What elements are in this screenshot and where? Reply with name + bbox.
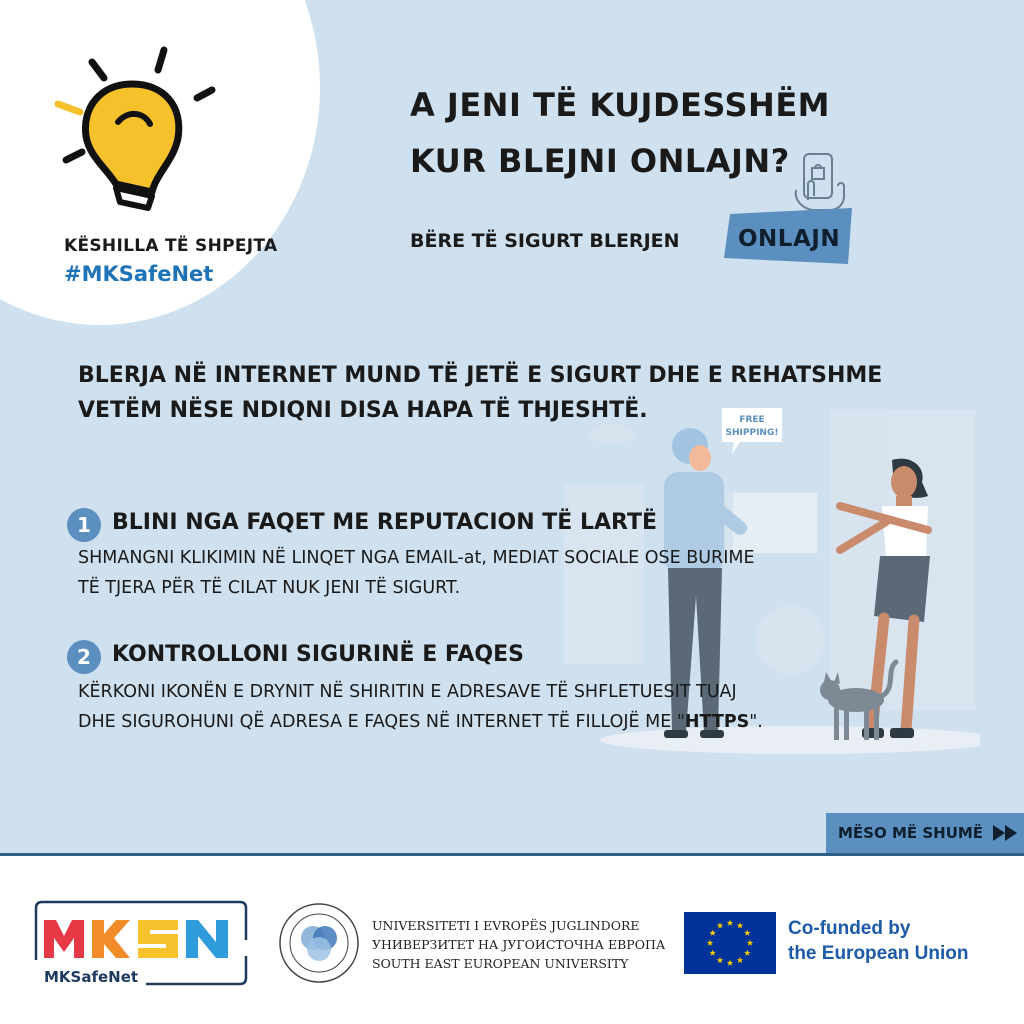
speech-bubble-line-1: FREE xyxy=(739,415,765,425)
quick-tips-label: KËSHILLA TË SHPEJTA xyxy=(64,236,278,256)
step-2-heading: KONTROLLONI SIGURINË E FAQES xyxy=(112,642,525,667)
university-seal-icon xyxy=(278,902,360,984)
https-emphasis: HTTPS xyxy=(684,712,750,732)
page-title-line-2: KUR BLEJNI ONLAJN? xyxy=(410,142,790,180)
learn-more-button[interactable] xyxy=(826,813,1024,853)
intro-line-1: BLERJA NË INTERNET MUND TË JETË E SIGURT DHE E REHATSHME xyxy=(78,363,883,388)
step-2-text-line-2-start: DHE SIGUROHUNI QË ADRESA E FAQES NË INTERNET TË FILLOJË ME " xyxy=(78,712,685,732)
page-title-line-1: A JENI TË KUJDESSHËM xyxy=(410,86,831,124)
eu-cofunded-line-2: the European Union xyxy=(788,943,969,964)
hashtag-label: #MKSafeNet xyxy=(64,262,214,286)
step-2-text-line-1: KËRKONI IKONËN E DRYNIT NË SHIRITIN E ADRESAVE TË SHFLETUESIT TUAJ xyxy=(78,682,737,702)
mksafenet-logo-label: MKSafeNet xyxy=(44,968,139,986)
subtitle: BËRE TË SIGURT BLERJEN xyxy=(410,230,680,252)
step-1-heading: BLINI NGA FAQET ME REPUTACION TË LARTË xyxy=(112,510,658,535)
lightbulb-icon xyxy=(52,42,222,222)
university-name-albanian: UNIVERSITETI I EVROPËS JUGLINDORE xyxy=(372,918,640,933)
step-2-text-line-2-end: ". xyxy=(749,712,763,732)
university-name-english: SOUTH EAST EUROPEAN UNIVERSITY xyxy=(372,956,629,971)
step-1-text-line-1: SHMANGNI KLIKIMIN NË LINQET NGA EMAIL-at, MEDIAT SOCIALE OSE BURIME xyxy=(78,548,755,568)
delivery-illustration xyxy=(540,400,980,760)
eu-cofunded-line-1: Co-funded by xyxy=(788,918,911,939)
speech-bubble-line-2: SHIPPING! xyxy=(725,428,779,438)
speech-bubble xyxy=(722,408,782,454)
step-2-text-line-2 xyxy=(78,712,763,732)
double-play-arrow-icon xyxy=(991,823,1021,843)
step-1-text-line-2: TË TJERA PËR TË CILAT NUK JENI TË SIGURT. xyxy=(78,578,461,598)
university-name-macedonian: УНИВЕРЗИТЕТ НА ЈУГОИСТОЧНА ЕВРОПА xyxy=(372,937,666,952)
onlajn-tag-label: ONLAJN xyxy=(738,226,841,252)
step-number-2: 2 xyxy=(67,640,101,674)
step-number-1: 1 xyxy=(67,508,101,542)
phone-shopping-icon xyxy=(790,150,850,212)
intro-line-2: VETËM NËSE NDIQNI DISA HAPA TË THJESHTË. xyxy=(78,398,648,423)
learn-more-label: MËSO MË SHUMË xyxy=(838,824,984,842)
eu-flag-icon xyxy=(684,912,776,974)
